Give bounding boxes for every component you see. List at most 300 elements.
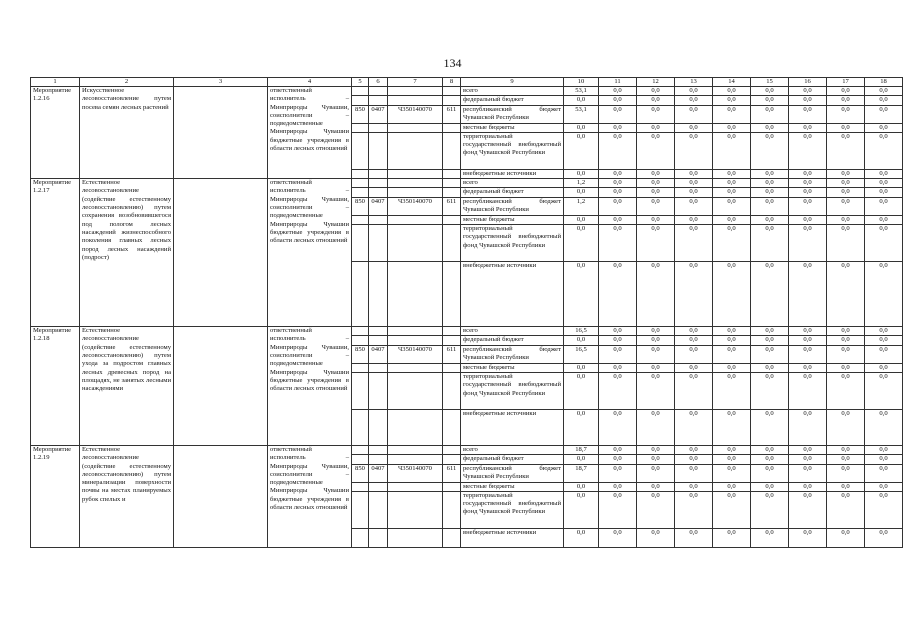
value-cell: 0,0 <box>789 327 827 336</box>
empty-cell <box>369 491 388 528</box>
value-cell: 0,0 <box>713 363 751 372</box>
empty-cell <box>369 132 388 169</box>
value-cell: 0,0 <box>599 464 637 482</box>
value-cell: 0,0 <box>637 327 675 336</box>
empty-cell <box>352 445 369 454</box>
value-cell: 0,0 <box>789 262 827 327</box>
value-cell: 0,0 <box>865 132 903 169</box>
value-cell: 0,0 <box>751 132 789 169</box>
column-number-3: 3 <box>174 78 268 87</box>
value-cell: 0,0 <box>637 87 675 96</box>
value-cell: 0,0 <box>713 225 751 262</box>
empty-cell <box>443 169 461 178</box>
empty-cell <box>352 409 369 445</box>
value-cell: 0,0 <box>637 215 675 224</box>
value-cell: 0,0 <box>675 225 713 262</box>
value-cell: 0,0 <box>564 96 599 105</box>
measure-id: Мероприятие 1.2.18 <box>31 327 80 446</box>
measure-executor: ответственный исполнитель – Минприроды Чувашии, соисполнители – подведомственные Минприроды Чувашии бюджетные учреждения в области лесных отношений <box>268 179 352 327</box>
value-cell: 0,0 <box>637 363 675 372</box>
value-cell: 0,0 <box>827 528 865 547</box>
value-cell: 0,0 <box>675 188 713 197</box>
empty-cell <box>388 87 443 96</box>
value-cell: 0,0 <box>827 215 865 224</box>
value-cell: 0,0 <box>789 96 827 105</box>
value-cell: 0,0 <box>675 215 713 224</box>
empty-cell <box>352 455 369 464</box>
value-cell: 0,0 <box>599 123 637 132</box>
measure-id: Мероприятие 1.2.19 <box>31 445 80 547</box>
value-cell: 0,0 <box>827 445 865 454</box>
value-cell: 0,0 <box>599 169 637 178</box>
value-cell: 0,0 <box>789 123 827 132</box>
empty-cell <box>388 482 443 491</box>
funding-source: местные бюджеты <box>461 363 564 372</box>
funding-source: внебюджетные источники <box>461 262 564 327</box>
empty-cell <box>388 445 443 454</box>
value-cell: 0,0 <box>675 482 713 491</box>
empty-cell <box>369 327 388 336</box>
column-number-2: 2 <box>80 78 174 87</box>
value-cell: 0,0 <box>564 482 599 491</box>
value-cell: 0,0 <box>637 225 675 262</box>
value-cell: 0,0 <box>865 215 903 224</box>
value-cell: 0,0 <box>827 363 865 372</box>
value-cell: 0,0 <box>564 363 599 372</box>
value-cell: 0,0 <box>751 96 789 105</box>
value-cell: 0,0 <box>751 225 789 262</box>
page-number: 134 <box>443 56 462 70</box>
value-cell: 0,0 <box>599 455 637 464</box>
value-cell: 0,0 <box>827 455 865 464</box>
column-number-4: 4 <box>268 78 352 87</box>
budget-code-8: 611 <box>443 197 461 215</box>
empty-cell <box>388 409 443 445</box>
value-cell: 0,0 <box>713 327 751 336</box>
value-cell: 16,5 <box>564 327 599 336</box>
empty-cell <box>388 336 443 345</box>
value-cell: 0,0 <box>713 215 751 224</box>
funding-source: республиканский бюджет Чувашской Республики <box>461 464 564 482</box>
value-cell: 0,0 <box>713 87 751 96</box>
value-cell: 0,0 <box>827 179 865 188</box>
funding-source: местные бюджеты <box>461 482 564 491</box>
value-cell: 0,0 <box>865 188 903 197</box>
budget-code-6: 0407 <box>369 105 388 123</box>
value-cell: 0,0 <box>751 123 789 132</box>
value-cell: 0,0 <box>599 445 637 454</box>
value-cell: 0,0 <box>599 197 637 215</box>
empty-cell <box>388 225 443 262</box>
value-cell: 0,0 <box>599 215 637 224</box>
empty-cell <box>369 363 388 372</box>
column-3-cell <box>174 445 268 547</box>
value-cell: 0,0 <box>675 445 713 454</box>
value-cell: 0,0 <box>637 96 675 105</box>
value-cell: 0,0 <box>564 215 599 224</box>
column-number-1: 1 <box>31 78 80 87</box>
value-cell: 0,0 <box>599 491 637 528</box>
column-number-16: 16 <box>789 78 827 87</box>
value-cell: 0,0 <box>675 87 713 96</box>
value-cell: 0,0 <box>865 225 903 262</box>
empty-cell <box>369 215 388 224</box>
value-cell: 0,0 <box>713 455 751 464</box>
empty-cell <box>352 372 369 409</box>
value-cell: 0,0 <box>827 225 865 262</box>
value-cell: 0,0 <box>827 327 865 336</box>
value-cell: 0,0 <box>751 528 789 547</box>
value-cell: 0,0 <box>675 132 713 169</box>
value-cell: 0,0 <box>789 179 827 188</box>
value-cell: 0,0 <box>675 123 713 132</box>
empty-cell <box>443 372 461 409</box>
column-number-13: 13 <box>675 78 713 87</box>
value-cell: 0,0 <box>827 482 865 491</box>
empty-cell <box>388 96 443 105</box>
measure-executor: ответственный исполнитель – Минприроды Чувашии, соисполнители – подведомственные Минприроды Чувашии бюджетные учреждения в области лесных отношений <box>268 327 352 446</box>
budget-code-6: 0407 <box>369 197 388 215</box>
funding-source: местные бюджеты <box>461 215 564 224</box>
value-cell: 0,0 <box>675 327 713 336</box>
budget-code-5: 850 <box>352 464 369 482</box>
measure-id: Мероприятие 1.2.17 <box>31 179 80 327</box>
funding-source: федеральный бюджет <box>461 96 564 105</box>
empty-cell <box>443 528 461 547</box>
value-cell: 18,7 <box>564 445 599 454</box>
value-cell: 0,0 <box>675 345 713 363</box>
empty-cell <box>443 482 461 491</box>
value-cell: 0,0 <box>599 105 637 123</box>
value-cell: 0,0 <box>675 96 713 105</box>
value-cell: 0,0 <box>637 409 675 445</box>
column-number-18: 18 <box>865 78 903 87</box>
value-cell: 0,0 <box>827 372 865 409</box>
value-cell: 0,0 <box>599 188 637 197</box>
empty-cell <box>443 123 461 132</box>
value-cell: 0,0 <box>789 132 827 169</box>
value-cell: 0,0 <box>827 132 865 169</box>
value-cell: 0,0 <box>751 345 789 363</box>
value-cell: 0,0 <box>789 105 827 123</box>
value-cell: 0,0 <box>675 169 713 178</box>
value-cell: 0,0 <box>865 455 903 464</box>
measure-executor: ответственный исполнитель – Минприроды Чувашии, соисполнители – подведомственные Минприроды Чувашии бюджетные учреждения в области лесных отношений <box>268 445 352 547</box>
value-cell: 0,0 <box>599 132 637 169</box>
value-cell: 0,0 <box>751 445 789 454</box>
value-cell: 0,0 <box>564 372 599 409</box>
value-cell: 0,0 <box>751 464 789 482</box>
value-cell: 0,0 <box>599 336 637 345</box>
value-cell: 53,1 <box>564 105 599 123</box>
value-cell: 0,0 <box>713 482 751 491</box>
program-table <box>30 77 903 548</box>
value-cell: 0,0 <box>599 372 637 409</box>
value-cell: 0,0 <box>865 327 903 336</box>
empty-cell <box>443 179 461 188</box>
value-cell: 0,0 <box>789 188 827 197</box>
funding-source: всего <box>461 327 564 336</box>
measure-id: Мероприятие 1.2.16 <box>31 87 80 179</box>
empty-cell <box>388 188 443 197</box>
column-number-12: 12 <box>637 78 675 87</box>
value-cell: 0,0 <box>789 528 827 547</box>
value-cell: 0,0 <box>637 169 675 178</box>
empty-cell <box>352 491 369 528</box>
empty-cell <box>352 225 369 262</box>
value-cell: 0,0 <box>751 215 789 224</box>
empty-cell <box>369 262 388 327</box>
value-cell: 0,0 <box>789 169 827 178</box>
column-3-cell <box>174 87 268 179</box>
value-cell: 0,0 <box>789 345 827 363</box>
empty-cell <box>352 363 369 372</box>
value-cell: 0,0 <box>637 188 675 197</box>
funding-source: местные бюджеты <box>461 123 564 132</box>
value-cell: 0,0 <box>637 197 675 215</box>
empty-cell <box>443 336 461 345</box>
value-cell: 0,0 <box>637 491 675 528</box>
table-row <box>31 445 903 454</box>
empty-cell <box>352 96 369 105</box>
value-cell: 0,0 <box>564 188 599 197</box>
value-cell: 1,2 <box>564 197 599 215</box>
empty-cell <box>388 179 443 188</box>
empty-cell <box>352 336 369 345</box>
empty-cell <box>369 482 388 491</box>
empty-cell <box>352 327 369 336</box>
value-cell: 0,0 <box>675 262 713 327</box>
empty-cell <box>443 455 461 464</box>
value-cell: 0,0 <box>865 179 903 188</box>
value-cell: 0,0 <box>751 491 789 528</box>
empty-cell <box>388 363 443 372</box>
value-cell: 0,0 <box>675 197 713 215</box>
empty-cell <box>369 372 388 409</box>
empty-cell <box>369 96 388 105</box>
table-row <box>31 179 903 188</box>
value-cell: 0,0 <box>599 96 637 105</box>
value-cell: 0,0 <box>675 455 713 464</box>
empty-cell <box>388 169 443 178</box>
column-number-9: 9 <box>461 78 564 87</box>
empty-cell <box>352 179 369 188</box>
table-row <box>31 87 903 96</box>
value-cell: 0,0 <box>637 372 675 409</box>
value-cell: 0,0 <box>637 132 675 169</box>
value-cell: 0,0 <box>865 262 903 327</box>
value-cell: 0,0 <box>713 372 751 409</box>
empty-cell <box>369 336 388 345</box>
empty-cell <box>443 215 461 224</box>
value-cell: 0,0 <box>827 491 865 528</box>
value-cell: 0,0 <box>827 197 865 215</box>
budget-code-7: Ч350140070 <box>388 105 443 123</box>
value-cell: 0,0 <box>564 123 599 132</box>
value-cell: 0,0 <box>599 87 637 96</box>
value-cell: 0,0 <box>865 464 903 482</box>
value-cell: 0,0 <box>599 363 637 372</box>
value-cell: 0,0 <box>564 409 599 445</box>
value-cell: 0,0 <box>675 372 713 409</box>
value-cell: 53,1 <box>564 87 599 96</box>
value-cell: 0,0 <box>713 336 751 345</box>
value-cell: 0,0 <box>789 455 827 464</box>
funding-source: внебюджетные источники <box>461 528 564 547</box>
value-cell: 0,0 <box>865 372 903 409</box>
budget-code-8: 611 <box>443 345 461 363</box>
empty-cell <box>443 87 461 96</box>
funding-source: федеральный бюджет <box>461 336 564 345</box>
value-cell: 1,2 <box>564 179 599 188</box>
empty-cell <box>369 225 388 262</box>
empty-cell <box>443 445 461 454</box>
value-cell: 0,0 <box>865 105 903 123</box>
value-cell: 0,0 <box>751 262 789 327</box>
value-cell: 0,0 <box>713 96 751 105</box>
column-3-cell <box>174 179 268 327</box>
funding-source: территориальный государственный внебюджетный фонд Чувашской Республики <box>461 132 564 169</box>
empty-cell <box>369 188 388 197</box>
value-cell: 0,0 <box>751 372 789 409</box>
value-cell: 0,0 <box>713 169 751 178</box>
funding-source: внебюджетные источники <box>461 169 564 178</box>
funding-source: всего <box>461 179 564 188</box>
value-cell: 0,0 <box>751 336 789 345</box>
budget-code-5: 850 <box>352 105 369 123</box>
value-cell: 0,0 <box>789 225 827 262</box>
empty-cell <box>388 528 443 547</box>
value-cell: 0,0 <box>564 336 599 345</box>
budget-code-6: 0407 <box>369 345 388 363</box>
value-cell: 0,0 <box>713 188 751 197</box>
value-cell: 0,0 <box>637 482 675 491</box>
empty-cell <box>369 455 388 464</box>
value-cell: 0,0 <box>865 345 903 363</box>
value-cell: 0,0 <box>713 105 751 123</box>
value-cell: 0,0 <box>865 169 903 178</box>
value-cell: 0,0 <box>713 197 751 215</box>
value-cell: 0,0 <box>865 409 903 445</box>
empty-cell <box>369 445 388 454</box>
value-cell: 0,0 <box>789 215 827 224</box>
value-cell: 16,5 <box>564 345 599 363</box>
value-cell: 0,0 <box>789 372 827 409</box>
value-cell: 0,0 <box>713 262 751 327</box>
value-cell: 0,0 <box>599 345 637 363</box>
column-number-row <box>31 78 903 87</box>
value-cell: 0,0 <box>789 464 827 482</box>
value-cell: 0,0 <box>751 179 789 188</box>
value-cell: 0,0 <box>751 455 789 464</box>
value-cell: 0,0 <box>599 225 637 262</box>
value-cell: 0,0 <box>637 445 675 454</box>
funding-source: всего <box>461 445 564 454</box>
value-cell: 0,0 <box>865 528 903 547</box>
value-cell: 0,0 <box>751 87 789 96</box>
value-cell: 0,0 <box>827 262 865 327</box>
value-cell: 0,0 <box>827 96 865 105</box>
value-cell: 0,0 <box>637 336 675 345</box>
value-cell: 0,0 <box>865 491 903 528</box>
value-cell: 0,0 <box>564 169 599 178</box>
value-cell: 0,0 <box>637 455 675 464</box>
empty-cell <box>443 327 461 336</box>
value-cell: 0,0 <box>751 169 789 178</box>
funding-source: республиканский бюджет Чувашской Республики <box>461 197 564 215</box>
value-cell: 0,0 <box>865 123 903 132</box>
value-cell: 0,0 <box>599 179 637 188</box>
measure-name: Естественное лесовосстановление (содействие естественному лесовосстановлению) путем ухода за подростом главных лесных древесных пород на площадях, не занятых лесными насаждениями <box>80 327 174 446</box>
column-number-10: 10 <box>564 78 599 87</box>
value-cell: 0,0 <box>865 336 903 345</box>
budget-code-5: 850 <box>352 345 369 363</box>
value-cell: 0,0 <box>827 87 865 96</box>
empty-cell <box>352 188 369 197</box>
value-cell: 0,0 <box>599 528 637 547</box>
budget-code-6: 0407 <box>369 464 388 482</box>
value-cell: 0,0 <box>675 528 713 547</box>
value-cell: 0,0 <box>865 482 903 491</box>
value-cell: 0,0 <box>637 123 675 132</box>
empty-cell <box>443 363 461 372</box>
empty-cell <box>388 215 443 224</box>
value-cell: 0,0 <box>599 409 637 445</box>
value-cell: 0,0 <box>599 262 637 327</box>
empty-cell <box>388 132 443 169</box>
budget-code-8: 611 <box>443 464 461 482</box>
value-cell: 0,0 <box>827 169 865 178</box>
value-cell: 0,0 <box>637 179 675 188</box>
column-3-cell <box>174 327 268 446</box>
value-cell: 0,0 <box>827 345 865 363</box>
value-cell: 0,0 <box>865 87 903 96</box>
empty-cell <box>388 123 443 132</box>
funding-source: федеральный бюджет <box>461 455 564 464</box>
value-cell: 0,0 <box>789 409 827 445</box>
measure-executor: ответственный исполнитель – Минприроды Чувашии, соисполнители – подведомственные Минприроды Чувашии бюджетные учреждения в области лесных отношений <box>268 87 352 179</box>
value-cell: 0,0 <box>827 105 865 123</box>
value-cell: 0,0 <box>751 197 789 215</box>
empty-cell <box>443 491 461 528</box>
column-number-14: 14 <box>713 78 751 87</box>
value-cell: 0,0 <box>675 491 713 528</box>
value-cell: 0,0 <box>713 409 751 445</box>
value-cell: 0,0 <box>564 455 599 464</box>
empty-cell <box>388 327 443 336</box>
value-cell: 0,0 <box>865 96 903 105</box>
empty-cell <box>352 123 369 132</box>
column-number-6: 6 <box>369 78 388 87</box>
value-cell: 0,0 <box>865 197 903 215</box>
value-cell: 18,7 <box>564 464 599 482</box>
value-cell: 0,0 <box>789 87 827 96</box>
empty-cell <box>443 409 461 445</box>
empty-cell <box>369 123 388 132</box>
value-cell: 0,0 <box>713 179 751 188</box>
value-cell: 0,0 <box>713 123 751 132</box>
empty-cell <box>369 528 388 547</box>
empty-cell <box>388 491 443 528</box>
empty-cell <box>443 96 461 105</box>
empty-cell <box>352 215 369 224</box>
funding-source: территориальный государственный внебюджетный фонд Чувашской Республики <box>461 491 564 528</box>
column-number-5: 5 <box>352 78 369 87</box>
value-cell: 0,0 <box>789 491 827 528</box>
empty-cell <box>352 528 369 547</box>
empty-cell <box>369 409 388 445</box>
value-cell: 0,0 <box>713 445 751 454</box>
